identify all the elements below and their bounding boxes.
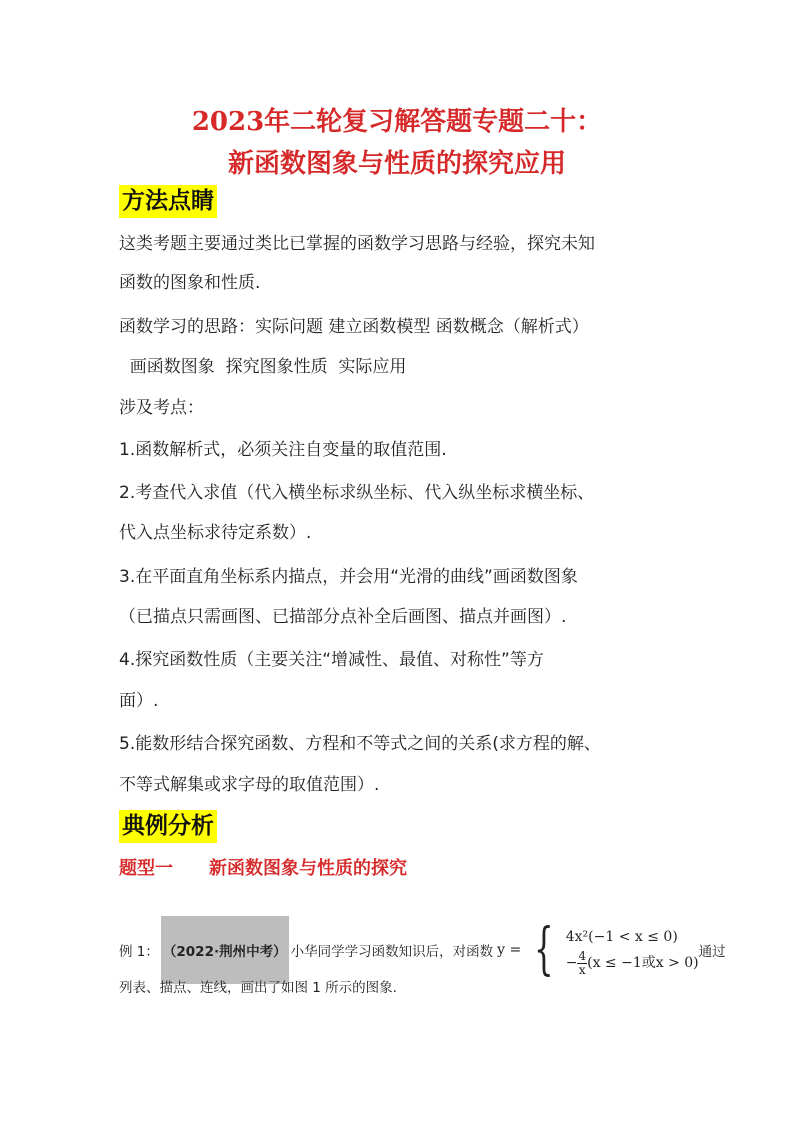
example-text-after: 通过 <box>698 944 726 960</box>
example-1 <box>119 916 726 984</box>
paragraph-line: 代入点坐标求待定系数）. <box>119 523 312 543</box>
section-heading-methods: 方法点睛 <box>119 185 217 218</box>
fraction-numerator: 4 <box>578 948 587 963</box>
subheading-label: 题型一 <box>119 858 173 879</box>
subheading-text: 新函数图象与性质的探究 <box>209 858 407 879</box>
formula-case-2-condition: (x ≤ −1或x > 0) <box>587 955 699 971</box>
formula-case-2: − $\frac{4}{x}$ (x ≤ −1或x > 0) <box>565 948 699 977</box>
piecewise-formula <box>497 917 699 982</box>
section-heading-examples: 典例分析 <box>119 810 217 843</box>
paragraph-line: 5.能数形结合探究函数、方程和不等式之间的关系(求方程的解、 <box>119 734 601 754</box>
formula-cases <box>566 924 699 977</box>
example-text-before: 小华同学学习函数知识后，对函数 <box>290 944 494 960</box>
paragraph-line: 函数学习的思路：实际问题 建立函数模型 函数概念（解析式） <box>119 317 589 337</box>
example-prefix: 例 1： <box>119 944 159 960</box>
paragraph-line: 不等式解集或求字母的取值范围）. <box>119 775 380 795</box>
paragraph-line: 面）. <box>119 691 159 711</box>
formula-case-1: 4x²(−1 < x ≤ 0) <box>565 928 678 945</box>
document-title-line1: 2023年二轮复习解答题专题二十： <box>191 107 603 137</box>
paragraph-line: 函数的图象和性质. <box>119 273 261 293</box>
paragraph-line: 画函数图象 探究图象性质 实际应用 <box>119 357 407 377</box>
left-brace-icon: { <box>533 917 554 982</box>
formula-fraction <box>577 950 587 977</box>
paragraph-line: 4.探究函数性质（主要关注“增减性、最值、对称性”等方 <box>119 650 544 670</box>
document-title-line2: 新函数图象与性质的探究应用 <box>227 149 566 179</box>
paragraph-line: 3.在平面直角坐标系内描点，并会用“光滑的曲线”画函数图象 <box>119 567 578 587</box>
fraction-denominator: x <box>578 962 586 977</box>
paragraph-line: 涉及考点： <box>119 398 204 418</box>
example-1-line2: 列表、描点、连线，画出了如图 1 所示的图象. <box>119 980 397 996</box>
paragraph-line: 2.考查代入求值（代入横坐标求纵坐标、代入纵坐标求横坐标、 <box>119 483 595 503</box>
formula-y-label: y = <box>497 942 522 958</box>
example-source-tag: （2022·荆州中考） <box>161 916 289 984</box>
subheading-type1 <box>119 854 407 880</box>
paragraph-line: （已描点只需画图、已描部分点补全后画图、描点并画图）. <box>119 607 567 627</box>
paragraph-line: 1.函数解析式，必须关注自变量的取值范围. <box>119 440 447 460</box>
paragraph-line: 这类考题主要通过类比已掌握的函数学习思路与经验，探究未知 <box>119 234 595 254</box>
